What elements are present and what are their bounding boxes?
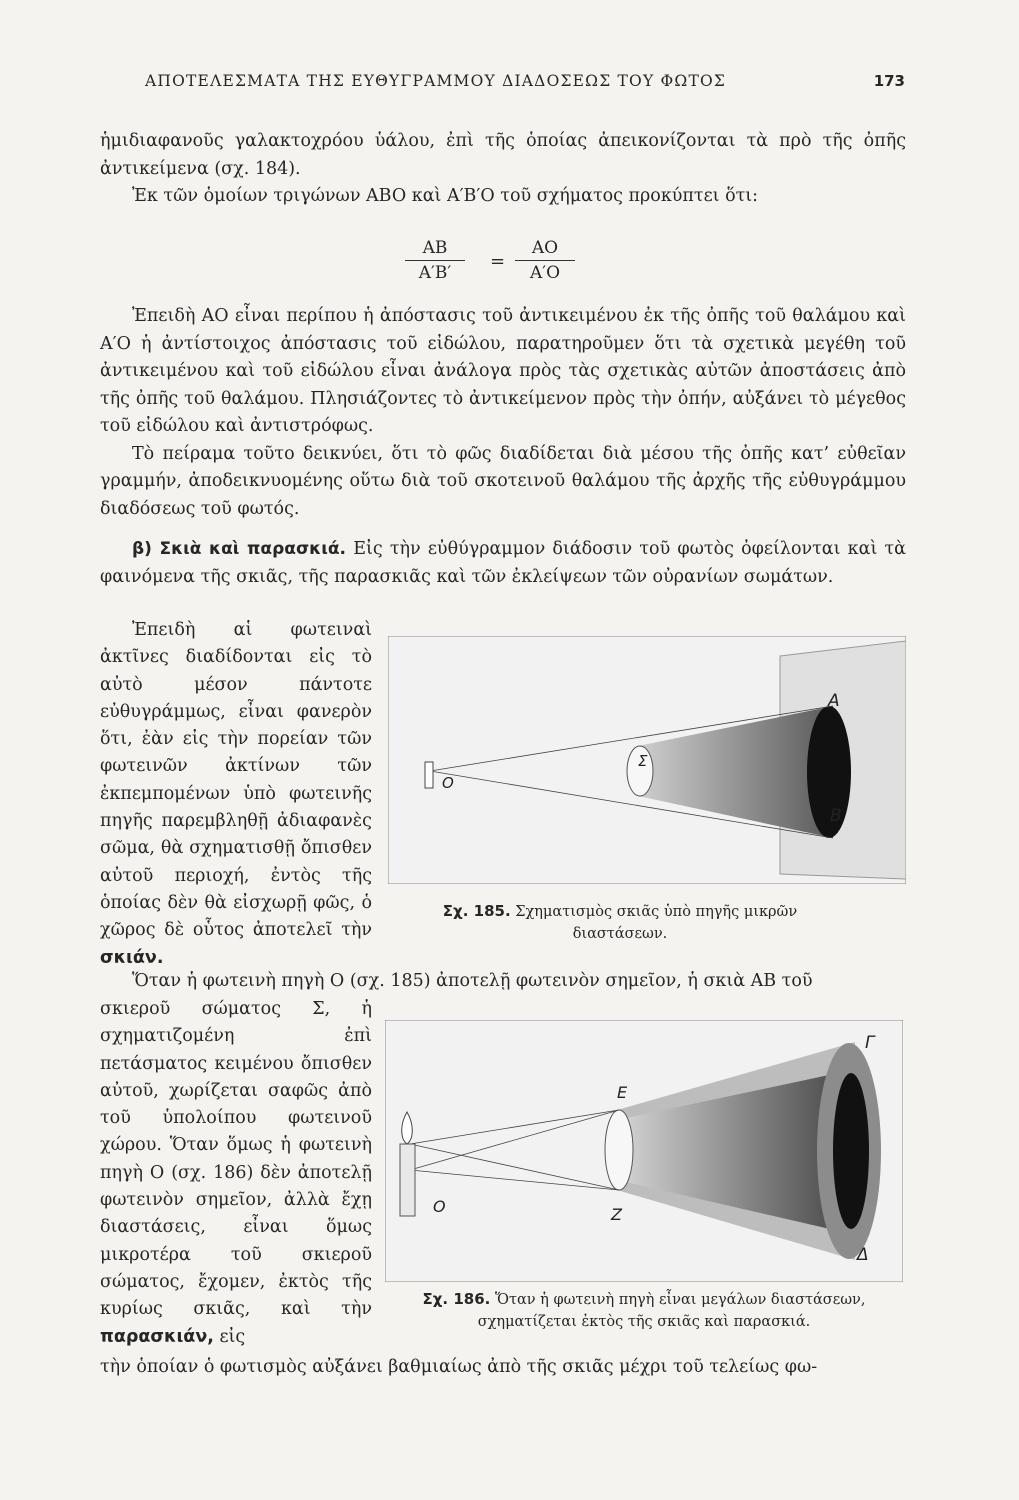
fig185-caption-text: Σχηματισμὸς σκιᾶς ὑπὸ πηγῆς μικρῶν διαστάσεων. xyxy=(515,904,798,942)
paragraph-similar-triangles: Ἐκ τῶν ὁμοίων τριγώνων ABO καὶ A′B′O τοῦ σχήματος προκύπτει ὅτι: xyxy=(132,186,759,206)
fig186-caption-label: Σχ. 186. xyxy=(422,1290,491,1308)
section-intro-text: Εἰς τὴν εὐθύγραμμον διάδοσιν τοῦ φωτὸς ὀφείλονται καὶ τὰ φαινόμενα τῆς σκιᾶς, τῆς παρασκιᾶς καὶ τῶν ἐκλείψεων τῶν οὐρανίων σωμάτων. xyxy=(100,539,906,587)
penumbra-text: σκιεροῦ σώματος Σ, ἡ σχηματιζομένη ἐπὶ πετάσματος κειμένου ὄπισθεν αὐτοῦ, χωρίζεται σαφῶς ἀπὸ τοῦ ὑπολοίπου φωτεινοῦ χώρου. Ὅταν ὅμως ἡ φωτεινὴ πηγὴ O (σχ. 186) δὲν ἀποτελῇ φωτεινὸν σημεῖον, ἀλλὰ ἔχῃ διαστάσεις, εἶναι ὅμως μικροτέρα τοῦ σκιεροῦ σώματος, ἔχομεν, ἐκτὸς τῆς κυρίως σκιᾶς, καὶ τὴν xyxy=(100,999,372,1320)
fig186-candle xyxy=(400,1144,415,1216)
figure-185 xyxy=(388,636,906,884)
main-body xyxy=(100,303,906,591)
fraction-right-denominator: A′O xyxy=(529,263,561,283)
fig185-caption-label: Σχ. 185. xyxy=(442,902,511,920)
equals-sign: = xyxy=(490,251,506,272)
term-penumbra: παρασκιάν, xyxy=(100,1326,214,1347)
fig186-label-z: Z xyxy=(611,1205,622,1224)
fraction-left-denominator: A′B′ xyxy=(418,263,452,283)
fig185-label-a: A xyxy=(828,691,840,711)
paragraph-distances: Ἐπειδὴ AO εἶναι περίπου ἡ ἀπόστασις τοῦ ἀντικειμένου ἐκ τῆς ὀπῆς τοῦ θαλάμου καὶ A′O ἡ ἀντίστοιχος ἀπόστασις τοῦ εἰδώλου, παρατηροῦμεν ὅτι τὰ σχετικὰ μεγέθη τοῦ ἀντικειμένου καὶ τοῦ εἰδώλου εἶναι ἀνάλογα πρὸς τὰς σχετικὰς αὐτῶν ἀποστάσεις ἀπὸ τῆς ὀπῆς τοῦ θαλάμου. Πλησιάζοντες τὸ ἀντικείμενον πρὸς τὴν ὀπήν, αὐξάνει τὸ μέγεθος τοῦ εἰδώλου καὶ ἀντιστρόφως. xyxy=(100,306,906,436)
left-column-shadow xyxy=(100,617,372,972)
penumbra-tail: εἰς xyxy=(219,1326,246,1347)
fig186-label-gamma: Γ xyxy=(865,1033,875,1053)
paragraph-shadow-definition xyxy=(100,617,372,972)
paragraph-shadow-intro xyxy=(100,536,906,591)
paragraph-continued: ἡμιδιαφανοῦς γαλακτοχρόου ὑάλου, ἐπὶ τῆς ὁποίας ἀπεικονίζονται τὰ πρὸ τῆς ὀπῆς ἀντικείμενα (σχ. 184). xyxy=(100,131,906,179)
last-line: τὴν ὁποίαν ὁ φωτισμὸς αὐξάνει βαθμιαίως ἀπὸ τῆς σκιᾶς μέχρι τοῦ τελείως φω- xyxy=(100,1357,818,1377)
fig186-label-o: O xyxy=(433,1197,446,1216)
shadow-definition-text: Ἐπειδὴ αἱ φωτειναὶ ἀκτῖνες διαδίδονται εἰς τὸ αὐτὸ μέσον πάντοτε εὐθυγράμμως, εἶναι φανερὸν ὅτι, ἐὰν εἰς τὴν πορείαν τῶν φωτεινῶν ἀκτίνων τῶν ἐκπεμπομένων ὑπὸ φωτεινῆς πηγῆς παρεμβληθῇ ἀδιαφανὲς σῶμα, θὰ σχηματισθῇ ὄπισθεν αὐτοῦ περιοχή, ἐντὸς τῆς ὁποίας δὲν θὰ εἰσχωρῇ φῶς, ὁ χῶρος δὲ οὗτος ἀποτελεῖ τὴν xyxy=(100,620,372,941)
paragraph-point-source xyxy=(100,968,906,996)
paragraph-last-line xyxy=(100,1354,906,1382)
intro-block xyxy=(100,128,906,211)
fig186-label-e: E xyxy=(617,1083,628,1102)
left-column-penumbra xyxy=(100,996,372,1351)
fig185-label-o: O xyxy=(442,774,454,792)
paragraph-penumbra xyxy=(100,996,372,1351)
page-number: 173 xyxy=(873,72,905,90)
fig185-shadow-ellipse xyxy=(807,706,851,838)
section-heading: β) Σκιὰ καὶ παρασκιά. xyxy=(132,539,347,559)
fraction-left xyxy=(405,238,465,283)
fig186-label-delta: Δ xyxy=(857,1245,869,1265)
paragraph-experiment: Τὸ πείραμα τοῦτο δεικνύει, ὅτι τὸ φῶς διαδίδεται διὰ μέσου τῆς ὀπῆς κατ’ εὐθεῖαν γραμμήν, ἀποδεικνυομένης οὕτω διὰ τοῦ σκοτεινοῦ θαλάμου τῆς ἀρχῆς τῆς εὐθυγράμμου διαδόσεως τοῦ φωτός. xyxy=(100,443,906,519)
figure-186 xyxy=(385,1020,903,1282)
fig185-label-b: B xyxy=(830,806,842,826)
fig185-label-sigma: Σ xyxy=(638,752,648,770)
fig186-caption-text: Ὅταν ἡ φωτεινὴ πηγὴ εἶναι μεγάλων διαστάσεων, σχηματίζεται ἐκτὸς τῆς σκιᾶς καὶ παρασκιά. xyxy=(477,1292,866,1330)
point-source-line: Ὅταν ἡ φωτεινὴ πηγὴ O (σχ. 185) ἀποτελῇ φωτεινὸν σημεῖον, ἡ σκιὰ AB τοῦ xyxy=(132,971,813,991)
fraction-right xyxy=(515,238,575,283)
fraction-right-numerator: AO xyxy=(515,238,575,261)
fig186-umbra-ellipse xyxy=(833,1073,869,1229)
fig185-light-source xyxy=(425,762,433,788)
ratio-equation xyxy=(405,238,585,290)
fig186-caption xyxy=(385,1288,903,1333)
header-title: ΑΠΟΤΕΛΕΣΜΑΤΑ ΤΗΣ ΕΥΘΥΓΡΑΜΜΟΥ ΔΙΑΔΟΣΕΩΣ ΤΟΥ ΦΩΤΟΣ xyxy=(145,72,727,90)
fraction-left-numerator: AB xyxy=(405,238,465,261)
fig185-caption xyxy=(400,900,840,945)
term-shadow: σκιάν. xyxy=(100,947,164,968)
fig186-opaque-disc xyxy=(605,1110,633,1190)
